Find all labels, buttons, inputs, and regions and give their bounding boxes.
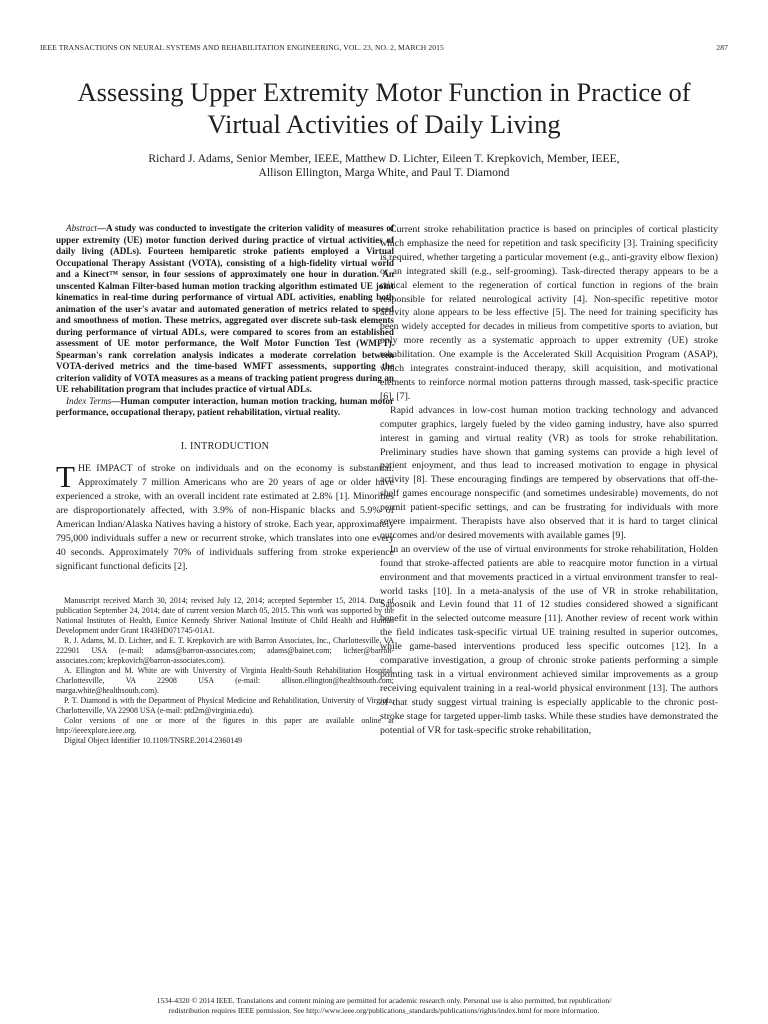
footnote-affiliation-2: A. Ellington and M. White are with University of Virginia Health-South Rehabilitation Hospital, Charlottesville, VA 22908 USA (e-mail: allison.ellington@healthsouth.com; marga.white@healthsouth.com). — [56, 665, 394, 695]
footnote-affiliation-1: R. J. Adams, M. D. Lichter, and E. T. Krepkovich are with Barron Associates, Inc., Charlottesville, VA 222901 USA (e-mail: adams@barron-associates.com; adams@bainet.com; lichter@barron-associates.com; krepkovich@barron-associates.com). — [56, 635, 394, 665]
section-heading-introduction: I. INTRODUCTION — [180, 440, 270, 452]
intro-lead: HE IMPACT — [77, 463, 133, 475]
page-number: 287 — [716, 43, 728, 52]
body-paragraph: Rapid advances in low-cost human motion tracking technology and advanced computer graphics, largely fueled by the video gaming industry, have also spurred interest in gaming and virtual reality (VR) as tools for stroke rehabilitation. Preliminary studies have shown that gaming systems can provide a high level of patient enjoyment, and thus lead to increased motivation to engage in physical activity [8]. These encouraging findings are tempered by observations that off-the-shelf games encourage nonspecific (and sometimes undesirable) movements, do not permit patient-specific settings, and can be frustrating for individuals with more severe impairment. Therapists have also observed that it is hard to target clinical outcomes and/or desired movements with available games [9]. — [380, 404, 718, 541]
drop-cap: T — [56, 459, 75, 495]
abstract-text: —A study was conducted to investigate the criterion validity of measures of upper extremity (UE) motor function derived during practice of virtual activities of daily living (ADLs). Fourteen hemiparetic stroke patients employed a Virtual Occupational Therapy Assistant (VOTA), consisting of a high-fidelity virtual world and a Kinect™ sensor, in four sessions of approximately one hour in duration. An unscented Kalman Filter-based human motion tracking algorithm estimated UE joint kinematics in real-time during performance of virtual ADL activities, enabling both animation of the user's avatar and automated generation of metrics related to speed and smoothness of motion. These metrics, aggregated over discrete sub-task elements during performance of virtual ADLs, were compared to scores from an established assessment of UE motor performance, the Wolf Motor Function Test (WMFT). Spearman's rank correlation analysis indicates a moderate correlation between VOTA-derived metrics and the time-based WMFT assessments, supporting the criterion validity of VOTA measures as a means of tracking patient progress during an UE rehabilitation program that includes practice of virtual ADLs. — [56, 223, 394, 394]
running-header — [40, 43, 728, 52]
index-terms-text: —Human computer interaction, human motion tracking, human motor performance, occupational therapy, patient rehabilitation, virtual reality. — [56, 395, 394, 417]
abstract — [56, 223, 394, 396]
footnote-color: Color versions of one or more of the figures in this paper are available online at http://ieeexplore.ieee.org. — [56, 715, 394, 735]
footnotes — [56, 596, 394, 746]
left-column — [56, 223, 394, 746]
intro-text: of stroke on individuals and on the economy is substantial. Approximately 7 million Americans who are 20 years of age or older have experienced a stroke, with an overall incident rate estimated at 2.8% [1]. Minorities are disproportionately affected, with 3.9% of non-Hispanic blacks and 5.9% of American Indian/Alaska Natives having a history of stroke. Each year, approximately 795,000 individuals suffer a new or recurrent stroke, which translates into one every 40 seconds. Approximately 70% of individuals suffering from stroke experience significant functional deficits [2]. — [56, 463, 394, 572]
abstract-label: Abstract — [66, 223, 97, 233]
paper-title: Assessing Upper Extremity Motor Function in Practice of Virtual Activities of Daily Living — [77, 77, 691, 139]
author-list — [40, 152, 728, 180]
copyright-line-1: 1534-4320 © 2014 IEEE. Translations and content mining are permitted for academic research only. Personal use is also permitted, but republication/ — [156, 996, 612, 1005]
footnote-manuscript: Manuscript received March 30, 2014; revised July 12, 2014; accepted September 15, 2014. Date of publication September 24, 2014; date of current version March 05, 2015. This work was supported by the National Institutes of Health, Eunice Kennedy Shriver National Institute of Child Health and Human Development under Grant 1R43HD071745-01A1. — [56, 595, 394, 635]
body-paragraph: Current stroke rehabilitation practice is based on principles of cortical plasticity which emphasize the need for repetition and task specificity [3]. Training specificity is required, whether targeting a particular movement (e.g., anti-gravity elbow flexion) or an integrated skill (e.g., self-grooming). Task-directed therapy appears to be a critical element to the regeneration of cortical function in regions of the brain responsible for related neurological activity [4]. Non-specific repetitive motor activity alone appears to be less effective [5]. The need for training specificity has been widely accepted for decades in milieus from competitive sports to aviation, but only more recently as a systematic approach to upper extremity (UE) stroke rehabilitation. One example is the Accelerated Skill Acquisition Program (ASAP), which integrates constraint-induced therapy, skill acquisition, and motivational elements to reinforce normal motion patterns through massed, task-specific practice [6], [7]. — [380, 224, 718, 402]
copyright-notice — [40, 996, 728, 1016]
footnote-affiliation-3: P. T. Diamond is with the Department of Physical Medicine and Rehabilitation, University of Virginia, Charlottesville, VA 22908 USA (e-mail: ptd2m@virginia.edu). — [56, 695, 394, 715]
author-line-2: Allison Ellington, Marga White, and Paul T. Diamond — [258, 166, 510, 179]
body-paragraph: In an overview of the use of virtual environments for stroke rehabilitation, Holden found that stroke-affected patients are able to reacquire motor function in a virtual environment and that movements practiced in a virtual environment transfer to real-world tasks [10]. In a meta-analysis of the use of VR in stroke rehabilitation, Saposnik and Levin found that 11 of 12 studies considered showed a significant benefit in the selected outcome measure [11]. Another review of recent work within the field indicates task-specific virtual UE training resulted in superior outcomes, while game-based interventions produced less specific outcomes [12]. In a comparative investigation, a group of chronic stroke patients performing a simple pointing task in a virtual environment achieved similar improvements as a group receiving equivalent training in a real-world physical environment [13]. The authors of that study suggest virtual training is especially applicable to the chronic post-stroke stage for targeted upper-limb tasks. While these studies have demonstrated the potential of VR for task-specific stroke rehabilitation, — [380, 543, 718, 736]
footnote-doi: Digital Object Identifier 10.1109/TNSRE.2014.2360149 — [64, 735, 243, 745]
copyright-line-2: redistribution requires IEEE permission. See http://www.ieee.org/publications_standards/publications/rights/index.html for more information. — [168, 1006, 600, 1015]
right-column — [380, 223, 718, 738]
author-line-1: Richard J. Adams, Senior Member, IEEE, Matthew D. Lichter, Eileen T. Krepkovich, Member, IEEE, — [148, 152, 620, 165]
journal-name: IEEE TRANSACTIONS ON NEURAL SYSTEMS AND REHABILITATION ENGINEERING, VOL. 23, NO. 2, MARCH 2015 — [40, 43, 444, 52]
index-terms — [56, 396, 394, 419]
index-terms-label: Index Terms — [66, 395, 112, 406]
intro-paragraph — [56, 459, 394, 573]
